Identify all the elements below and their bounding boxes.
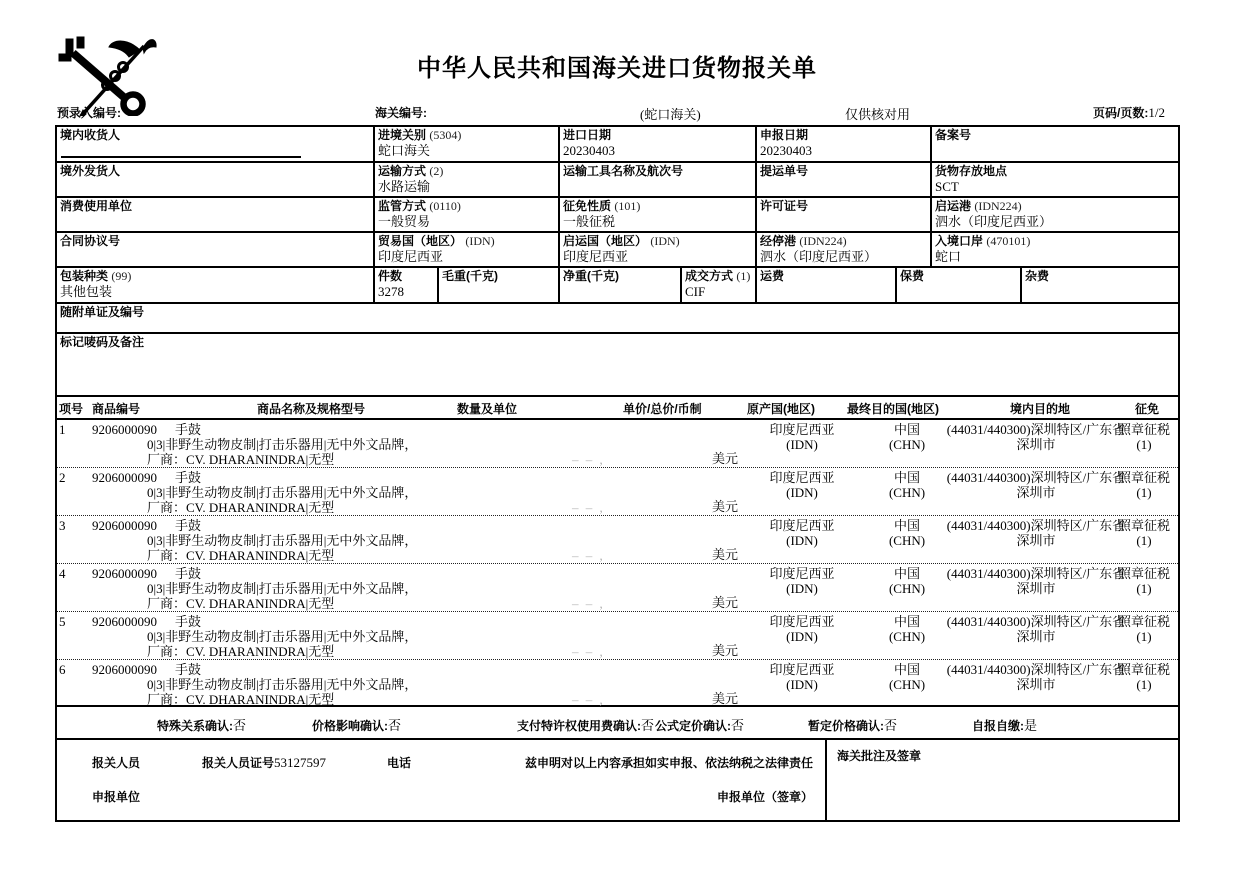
check-only-note: 仅供核对用: [845, 107, 911, 122]
table-row-item: [57, 660, 1178, 707]
redacted-value: – – ,: [572, 548, 605, 563]
item-origin-country: 印度尼西亚 (IDN): [769, 566, 835, 596]
field-value: 一般贸易: [378, 214, 431, 229]
field-label: 监管方式: [378, 199, 427, 213]
item-domestic-destination: (44031/440300)深圳特区/广东省深圳市: [946, 470, 1126, 500]
col-domestic-dest: 境内目的地: [1010, 402, 1071, 416]
field-code: (0110): [429, 199, 461, 213]
form-row-5: [57, 268, 1178, 304]
field-package-type: [57, 268, 375, 302]
item-table-header: [57, 397, 1178, 420]
col-dest-country: 最终目的国(地区): [847, 402, 939, 416]
item-levy-mode: 照章征税 (1): [1117, 566, 1170, 596]
field-levy-nature: [560, 198, 757, 231]
confirm-royalty-payment: 支付特许权使用费确认:否: [517, 718, 655, 733]
item-no: 3: [59, 518, 66, 533]
declarant-id: 报关人员证号53127597: [202, 755, 327, 770]
field-declare-date: [757, 127, 932, 161]
confirm-provisional-price: 暂定价格确认:否: [808, 718, 898, 733]
item-rows: [57, 420, 1178, 707]
page-number: [1093, 104, 1165, 121]
item-domestic-destination: (44031/440300)深圳特区/广东省深圳市: [946, 422, 1126, 452]
field-bill-no: [757, 163, 932, 196]
field-label: 境内收货人: [60, 128, 121, 142]
field-label: 包装种类: [60, 269, 109, 283]
declarant-label: 报关人员: [92, 756, 141, 770]
redacted-underline: [61, 156, 301, 158]
item-dest-country: 中国 (CHN): [888, 662, 926, 692]
item-commodity-code: 9206000090: [92, 614, 157, 629]
item-commodity-code: 9206000090: [92, 422, 157, 437]
field-code: (101): [614, 199, 641, 213]
item-commodity-code: 9206000090: [92, 518, 157, 533]
item-commodity-code: 9206000090: [92, 662, 157, 677]
item-origin-country: 印度尼西亚 (IDN): [769, 470, 835, 500]
field-attached-docs: [57, 304, 1178, 332]
form-row-2: [57, 163, 1178, 198]
confirm-price-influence: 价格影响确认:否: [312, 718, 402, 733]
item-origin-country: 印度尼西亚 (IDN): [769, 662, 835, 692]
field-value: 20230403: [760, 143, 812, 158]
item-no: 6: [59, 662, 66, 677]
field-label: 标记唛码及备注: [60, 335, 145, 349]
field-entry-customs: [375, 127, 560, 161]
field-transit-port: [757, 233, 932, 266]
item-dest-country: 中国 (CHN): [888, 614, 926, 644]
item-domestic-destination: (44031/440300)深圳特区/广东省深圳市: [946, 662, 1126, 692]
field-misc-fees: [1022, 268, 1178, 302]
field-code: (470101): [986, 234, 1031, 248]
field-label: 运输工具名称及航次号: [563, 164, 684, 178]
pre-entry-no-label: 预录入编号:: [57, 106, 121, 120]
redacted-value: – – ,: [572, 692, 605, 707]
item-domestic-destination: (44031/440300)深圳特区/广东省深圳市: [946, 518, 1126, 548]
phone-label: 电话: [387, 756, 412, 770]
item-currency: 美元: [712, 691, 739, 706]
field-value: 印度尼西亚: [378, 249, 444, 264]
col-price-currency: 单价/总价/币制: [623, 402, 702, 416]
declare-unit-sign-label: 申报单位（签章）: [716, 790, 813, 804]
field-label: 许可证号: [760, 199, 809, 213]
field-net-weight: [560, 268, 682, 302]
field-label: 运输方式: [378, 164, 427, 178]
redacted-value: – – ,: [572, 596, 605, 611]
confirm-special-relation: 特殊关系确认:否: [157, 718, 247, 733]
field-freight: [757, 268, 897, 302]
field-overseas-shipper: [57, 163, 375, 196]
item-currency: 美元: [712, 595, 739, 610]
field-consignee: [57, 127, 375, 161]
col-commodity-code: 商品编号: [92, 402, 141, 416]
item-spec-line1: 0|3|非野生动物皮制|打击乐器用|无中外文品牌，: [147, 533, 418, 548]
col-name-spec: 商品名称及规格型号: [257, 402, 366, 416]
field-transport-mode: [375, 163, 560, 196]
item-dest-country: 中国 (CHN): [888, 422, 926, 452]
field-code: (IDN): [650, 234, 680, 248]
field-value: 一般征税: [563, 214, 616, 229]
col-origin-country: 原产国(地区): [747, 402, 815, 416]
field-transport-tool: [560, 163, 757, 196]
item-commodity-code: 9206000090: [92, 470, 157, 485]
form-row-3: [57, 198, 1178, 233]
item-domestic-destination: (44031/440300)深圳特区/广东省深圳市: [946, 566, 1126, 596]
field-value: 蛇口: [935, 249, 962, 264]
field-storage-place: [932, 163, 1178, 196]
field-code: (99): [111, 269, 132, 283]
field-import-date: [560, 127, 757, 161]
field-value: 泗水（印度尼西亚）: [935, 214, 1053, 229]
col-qty-unit: 数量及单位: [457, 402, 518, 416]
item-dest-country: 中国 (CHN): [888, 566, 926, 596]
field-label: 成交方式: [685, 269, 734, 283]
item-dest-country: 中国 (CHN): [888, 518, 926, 548]
item-spec-line2: 厂商：CV. DHARANINDRA|无型: [147, 452, 335, 467]
field-label: 提运单号: [760, 164, 809, 178]
item-origin-country: 印度尼西亚 (IDN): [769, 518, 835, 548]
field-value: 蛇口海关: [378, 143, 431, 158]
item-spec-line1: 0|3|非野生动物皮制|打击乐器用|无中外文品牌，: [147, 437, 418, 452]
field-insurance: [897, 268, 1022, 302]
field-departure-port: [932, 198, 1178, 231]
field-code: (2): [429, 164, 444, 178]
item-levy-mode: 照章征税 (1): [1117, 662, 1170, 692]
declare-unit-label: 申报单位: [92, 790, 141, 804]
field-label: 入境口岸: [935, 234, 984, 248]
item-commodity-code: 9206000090: [92, 566, 157, 581]
item-currency: 美元: [712, 643, 739, 658]
field-transaction-mode: [682, 268, 757, 302]
item-spec-line2: 厂商：CV. DHARANINDRA|无型: [147, 548, 335, 563]
field-contract-no: [57, 233, 375, 266]
field-label: 货物存放地点: [935, 164, 1008, 178]
form-row-4: [57, 233, 1178, 268]
field-label: 杂费: [1025, 269, 1050, 283]
field-label: 净重(千克): [563, 269, 619, 283]
item-no: 5: [59, 614, 66, 629]
declarant-section: [57, 740, 827, 820]
field-code: (5304): [429, 128, 462, 142]
col-levy: 征免: [1135, 402, 1160, 416]
customs-notes-section: [827, 740, 1178, 820]
field-label: 贸易国（地区）: [378, 234, 463, 248]
field-marks-notes: [57, 334, 1178, 395]
item-no: 4: [59, 566, 66, 581]
item-origin-country: 印度尼西亚 (IDN): [769, 422, 835, 452]
field-consumer-unit: [57, 198, 375, 231]
field-license-no: [757, 198, 932, 231]
field-gross-weight: [439, 268, 560, 302]
item-origin-country: 印度尼西亚 (IDN): [769, 614, 835, 644]
col-item-no: 项号: [59, 402, 84, 416]
table-row-item: [57, 468, 1178, 516]
redacted-value: – – ,: [572, 452, 605, 467]
field-label: 消费使用单位: [60, 199, 133, 213]
field-label: 启运国（地区）: [563, 234, 648, 248]
field-departure-country: [560, 233, 757, 266]
field-label: 件数: [378, 269, 403, 283]
field-code: (IDN): [465, 234, 495, 248]
field-code: (IDN224): [799, 234, 847, 248]
field-value: 20230403: [563, 143, 615, 158]
footer-row: [57, 740, 1178, 820]
confirmation-row: [57, 707, 1178, 740]
field-record-no: [932, 127, 1178, 161]
redacted-value: – – ,: [572, 500, 605, 515]
item-name: 手鼓: [175, 662, 202, 677]
item-no: 1: [59, 422, 66, 437]
field-label: 进境关别: [378, 128, 427, 142]
field-label: 征免性质: [563, 199, 612, 213]
declaration-statement: 兹申明对以上内容承担如实申报、依法纳税之法律责任: [524, 756, 813, 770]
form-row-marks-notes: [57, 334, 1178, 397]
field-code: (1): [736, 269, 751, 283]
item-no: 2: [59, 470, 66, 485]
customs-no-label: 海关编号:: [375, 106, 427, 120]
item-dest-country: 中国 (CHN): [888, 470, 926, 500]
field-value: SCT: [935, 179, 959, 194]
form-row-1: [57, 127, 1178, 163]
field-label: 启运港: [935, 199, 972, 213]
customs-office: (蛇口海关): [640, 107, 701, 122]
field-supervision-mode: [375, 198, 560, 231]
field-label: 合同协议号: [60, 234, 121, 248]
item-spec-line1: 0|3|非野生动物皮制|打击乐器用|无中外文品牌，: [147, 677, 418, 692]
field-label: 备案号: [935, 128, 972, 142]
item-spec-line2: 厂商：CV. DHARANINDRA|无型: [147, 500, 335, 515]
field-piece-count: [375, 268, 439, 302]
field-value: 水路运输: [378, 179, 431, 194]
item-levy-mode: 照章征税 (1): [1117, 614, 1170, 644]
field-label: 申报日期: [760, 128, 809, 142]
item-spec-line1: 0|3|非野生动物皮制|打击乐器用|无中外文品牌，: [147, 581, 418, 596]
item-domestic-destination: (44031/440300)深圳特区/广东省深圳市: [946, 614, 1126, 644]
item-spec-line2: 厂商：CV. DHARANINDRA|无型: [147, 644, 335, 659]
field-value: 其他包装: [60, 284, 113, 299]
item-levy-mode: 照章征税 (1): [1117, 518, 1170, 548]
item-currency: 美元: [712, 499, 739, 514]
form-row-attached-docs: [57, 304, 1178, 334]
item-spec-line1: 0|3|非野生动物皮制|打击乐器用|无中外文品牌，: [147, 629, 418, 644]
confirm-formula-pricing: 公式定价确认:否: [655, 718, 745, 733]
field-label: 运费: [760, 269, 785, 283]
customs-notes-label: 海关批注及签章: [837, 749, 922, 763]
item-name: 手鼓: [175, 614, 202, 629]
field-label: 进口日期: [563, 128, 612, 142]
field-value: 泗水（印度尼西亚）: [760, 249, 878, 264]
redacted-value: – – ,: [572, 644, 605, 659]
field-value: 印度尼西亚: [563, 249, 629, 264]
field-label: 保费: [900, 269, 925, 283]
field-label: 随附单证及编号: [60, 305, 145, 319]
declaration-form-table: [55, 125, 1180, 822]
field-value: 3278: [378, 284, 404, 299]
field-label: 境外发货人: [60, 164, 121, 178]
item-levy-mode: 照章征税 (1): [1117, 470, 1170, 500]
field-entry-port: [932, 233, 1178, 266]
item-name: 手鼓: [175, 566, 202, 581]
page-number-value: 1/2: [1148, 105, 1165, 120]
item-name: 手鼓: [175, 518, 202, 533]
table-row-item: [57, 612, 1178, 660]
field-label: 毛重(千克): [442, 269, 498, 283]
page-title: 中华人民共和国海关进口货物报关单: [417, 55, 817, 82]
field-code: (IDN224): [974, 199, 1022, 213]
item-currency: 美元: [712, 547, 739, 562]
table-row-item: [57, 564, 1178, 612]
field-value: CIF: [685, 284, 706, 299]
item-spec-line1: 0|3|非野生动物皮制|打击乐器用|无中外文品牌，: [147, 485, 418, 500]
item-spec-line2: 厂商：CV. DHARANINDRA|无型: [147, 692, 335, 707]
table-row-item: [57, 420, 1178, 468]
item-levy-mode: 照章征税 (1): [1117, 422, 1170, 452]
field-label: 经停港: [760, 234, 797, 248]
item-spec-line2: 厂商：CV. DHARANINDRA|无型: [147, 596, 335, 611]
item-name: 手鼓: [175, 470, 202, 485]
confirm-self-declare-pay: 自报自缴:是: [972, 718, 1038, 733]
field-trade-country: [375, 233, 560, 266]
page-number-label: 页码/页数:: [1093, 106, 1149, 120]
item-currency: 美元: [712, 451, 739, 466]
table-row-item: [57, 516, 1178, 564]
item-name: 手鼓: [175, 422, 202, 437]
